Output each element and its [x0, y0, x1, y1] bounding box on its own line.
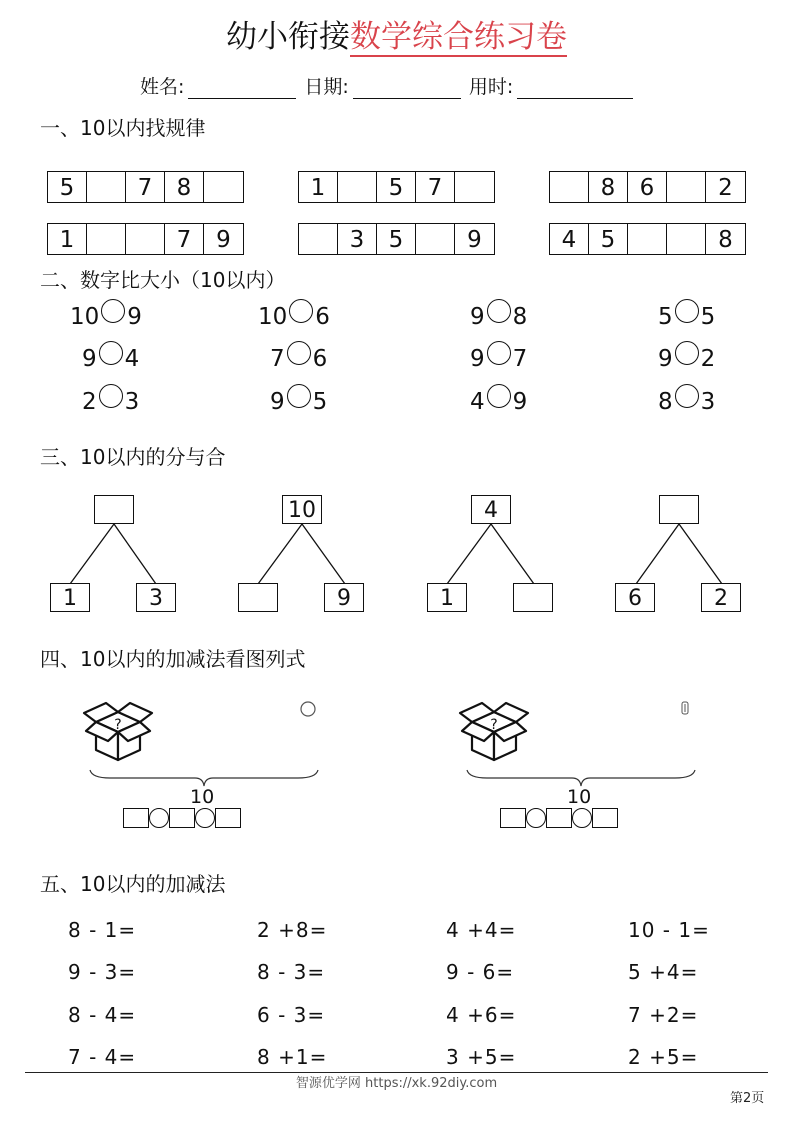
bond-top-box[interactable] — [94, 495, 134, 524]
equation-item[interactable]: 8 - 3= — [257, 960, 326, 984]
equation-item[interactable]: 7 +2= — [628, 1003, 699, 1027]
sequence-cell: 2 — [718, 175, 733, 201]
section-3-heading: 三、10以内的分与合 — [40, 445, 226, 469]
operator-circle[interactable] — [572, 808, 592, 828]
compare-left-number: 9 — [470, 346, 485, 372]
small-circle-icon — [301, 702, 315, 716]
expression-box[interactable] — [169, 808, 195, 828]
compare-right-number: 4 — [124, 346, 140, 372]
compare-right-number: 3 — [700, 389, 716, 415]
compare-right-number: 9 — [512, 389, 528, 415]
bond-left-box[interactable] — [238, 583, 278, 612]
operator-circle[interactable] — [526, 808, 546, 828]
bond-top-box: 10 — [282, 495, 322, 524]
compare-left-number: 8 — [658, 389, 673, 415]
compare-right-number: 6 — [315, 304, 330, 330]
sequence-cell: 5 — [377, 224, 416, 254]
equation-item[interactable]: 4 +4= — [446, 918, 517, 942]
equation-item[interactable]: 8 +1= — [257, 1045, 328, 1069]
box-question-mark: ? — [490, 717, 498, 733]
compare-left-number: 10 — [70, 304, 100, 330]
operator-circle[interactable] — [195, 808, 215, 828]
sequence-cell: 8 — [718, 227, 733, 253]
compare-left-number: 9 — [82, 346, 97, 372]
sequence-cell: 7 — [416, 172, 455, 202]
compare-right-number: 6 — [312, 346, 328, 372]
sequence-cell: 6 — [628, 172, 667, 202]
bond-right-box: 2 — [701, 583, 741, 612]
compare-left-number: 4 — [470, 389, 485, 415]
expression-box[interactable] — [215, 808, 241, 828]
compare-left-number: 9 — [470, 304, 485, 330]
compare-right-number: 5 — [312, 389, 328, 415]
equation-item[interactable]: 3 +5= — [446, 1045, 517, 1069]
equation-item[interactable]: 2 +5= — [628, 1045, 699, 1069]
equation-item[interactable]: 7 - 4= — [68, 1045, 137, 1069]
equation-item[interactable]: 2 +8= — [257, 918, 328, 942]
expression-box[interactable] — [592, 808, 618, 828]
equation-item[interactable]: 10 - 1= — [628, 918, 710, 942]
sequence-cell: 9 — [216, 227, 231, 253]
section-2-heading: 二、数字比大小（10以内） — [40, 268, 286, 292]
time-label: 用时: — [468, 76, 514, 98]
expression-box[interactable] — [500, 808, 526, 828]
section-5-heading: 五、10以内的加减法 — [40, 872, 226, 896]
sequence-cell: 1 — [299, 172, 338, 202]
compare-left-number: 9 — [270, 389, 285, 415]
bond-left-box: 1 — [50, 583, 90, 612]
equation-item[interactable]: 5 +4= — [628, 960, 699, 984]
equation-item[interactable]: 4 +6= — [446, 1003, 517, 1027]
sequence-cell: 7 — [165, 224, 204, 254]
bond-top-box[interactable] — [659, 495, 699, 524]
equation-item[interactable]: 6 - 3= — [257, 1003, 326, 1027]
picture-total-left: 10 — [190, 786, 215, 808]
expression-box[interactable] — [546, 808, 572, 828]
bond-right-box: 9 — [324, 583, 364, 612]
equation-item[interactable]: 9 - 6= — [446, 960, 515, 984]
date-label: 日期: — [304, 76, 349, 98]
small-pencil-icon — [682, 702, 688, 714]
sequence-cell: 5 — [589, 224, 628, 254]
compare-left-number: 9 — [658, 346, 673, 372]
equation-item[interactable]: 8 - 4= — [68, 1003, 137, 1027]
page-number: 第2页 — [730, 1091, 765, 1106]
footer-source: 智源优学网 https://xk.92diy.com — [295, 1076, 498, 1091]
bond-right-box: 3 — [136, 583, 176, 612]
sequence-cell: 9 — [467, 227, 482, 253]
bond-left-box: 1 — [427, 583, 467, 612]
bond-right-box[interactable] — [513, 583, 553, 612]
equation-item[interactable]: 8 - 1= — [68, 918, 137, 942]
compare-left-number: 5 — [658, 304, 673, 330]
sequence-cell: 5 — [48, 172, 87, 202]
compare-left-number: 2 — [82, 389, 97, 415]
brace-right — [467, 770, 695, 786]
title-accent: 数学综合练习卷 — [350, 19, 567, 55]
compare-right-number: 7 — [512, 346, 528, 372]
name-label: 姓名: — [140, 76, 185, 98]
compare-right-number: 5 — [700, 304, 716, 330]
sequence-cell: 3 — [338, 224, 377, 254]
sequence-cell: 7 — [126, 172, 165, 202]
compare-right-number: 9 — [127, 304, 142, 330]
sequence-cell: 4 — [550, 224, 589, 254]
compare-right-number: 3 — [124, 389, 140, 415]
bond-top-box: 4 — [471, 495, 511, 524]
bond-left-box: 6 — [615, 583, 655, 612]
compare-left-number: 10 — [258, 304, 288, 330]
operator-circle[interactable] — [149, 808, 169, 828]
compare-left-number: 7 — [270, 346, 285, 372]
equation-item[interactable]: 9 - 3= — [68, 960, 137, 984]
box-question-mark: ? — [114, 717, 122, 733]
sequence-cell: 8 — [589, 172, 628, 202]
section-4-heading: 四、10以内的加减法看图列式 — [40, 647, 306, 671]
sequence-cell: 1 — [48, 224, 87, 254]
brace-left — [90, 770, 318, 786]
sequence-cell: 5 — [377, 172, 416, 202]
compare-right-number: 2 — [700, 346, 716, 372]
section-1-heading: 一、10以内找规律 — [40, 116, 206, 140]
title-prefix: 幼小衔接 — [226, 19, 350, 55]
expression-box[interactable] — [123, 808, 149, 828]
picture-total-right: 10 — [567, 786, 592, 808]
compare-right-number: 8 — [512, 304, 528, 330]
sequence-cell: 8 — [165, 172, 204, 202]
